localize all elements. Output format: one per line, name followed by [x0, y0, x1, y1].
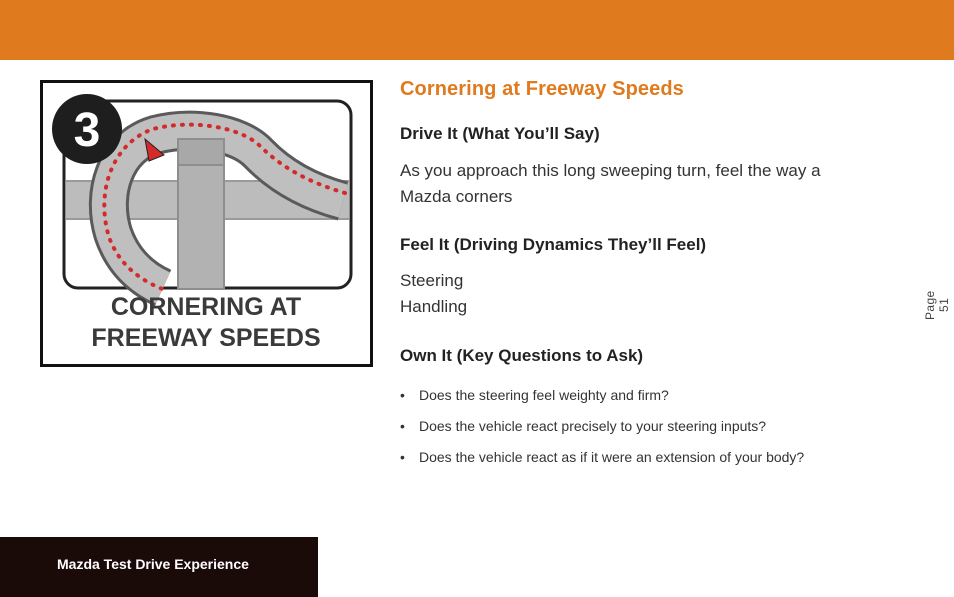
drive-it-text-line2: Mazda corners: [400, 187, 513, 206]
own-it-heading: Own It (Key Questions to Ask): [400, 346, 644, 365]
feel-it-item-handling: Handling: [400, 297, 468, 316]
illustration-caption-line1: CORNERING AT: [110, 293, 302, 321]
list-item: [400, 416, 804, 447]
step-number: 3: [73, 104, 101, 157]
header-bar: [0, 0, 954, 60]
road-diagram: [43, 83, 370, 364]
feel-it-list: [400, 268, 840, 320]
overpass: [178, 139, 224, 165]
footer-title: Mazda Test Drive Experience: [57, 556, 249, 572]
bullet-icon: •: [400, 418, 405, 434]
own-it-questions: [400, 385, 804, 478]
drive-it-heading: Drive It (What You’ll Say): [400, 124, 600, 143]
question-text: Does the steering feel weighty and firm?: [419, 387, 669, 403]
footer-bar: [0, 537, 318, 597]
question-text: Does the vehicle react as if it were an extension of your body?: [419, 449, 805, 465]
bullet-icon: •: [400, 387, 405, 403]
question-text: Does the vehicle react precisely to your steering inputs?: [419, 418, 767, 434]
drive-it-text: [400, 158, 840, 210]
page-number: Page 51: [923, 290, 951, 320]
section-title: Cornering at Freeway Speeds: [400, 78, 684, 100]
drive-it-text-line1: As you approach this long sweeping turn, feel the way a: [400, 161, 821, 180]
feel-it-item-steering: Steering: [400, 271, 464, 290]
list-item: [400, 385, 804, 416]
feel-it-heading: Feel It (Driving Dynamics They’ll Feel): [400, 235, 707, 254]
bullet-icon: •: [400, 449, 405, 465]
list-item: [400, 447, 804, 478]
illustration-caption-line2: FREEWAY SPEEDS: [91, 324, 321, 352]
cornering-illustration: [40, 80, 373, 367]
